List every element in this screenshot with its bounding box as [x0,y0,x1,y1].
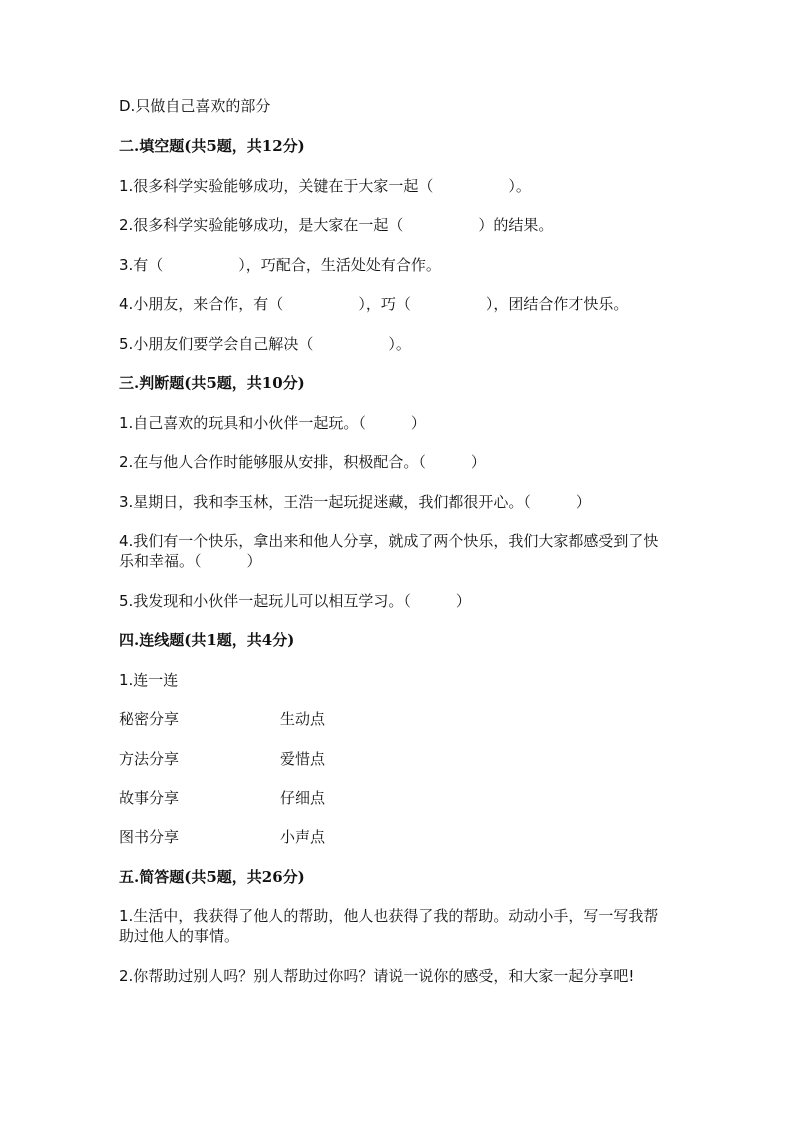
option-d: D.只做自己喜欢的部分 [119,97,271,115]
fill-blank-item-2: 2.很多科学实验能够成功，是大家在一起（ ）的结果。 [119,216,554,234]
match-right-4: 小声点 [280,828,326,846]
short-answer-item-1: 1.生活中，我获得了他人的帮助，他人也获得了我的帮助。动动小手，写一写我帮助过他人的事情。 [119,907,659,945]
match-left-3: 故事分享 [119,789,180,807]
judge-item-1: 1.自己喜欢的玩具和小伙伴一起玩。（ ） [119,414,426,432]
judge-item-3: 3.星期日，我和李玉林，王浩一起玩捉迷藏，我们都很开心。（ ） [119,493,591,511]
judge-item-5: 5.我发现和小伙伴一起玩儿可以相互学习。（ ） [119,592,471,610]
short-answer-heading: 五.简答题(共5题，共26分) [119,868,305,886]
short-answer-item-2: 2.你帮助过别人吗？别人帮助过你吗？请说一说你的感受，和大家一起分享吧! [119,967,635,985]
judge-heading: 三.判断题(共5题，共10分) [119,374,305,392]
match-right-3: 仔细点 [280,789,326,807]
judge-item-4: 4.我们有一个快乐，拿出来和他人分享，就成了两个快乐，我们大家都感受到了快乐和幸福。（ ） [119,532,659,570]
match-left-2: 方法分享 [119,750,180,768]
fill-blank-heading: 二.填空题(共5题，共12分) [119,137,305,155]
match-right-2: 爱惜点 [280,750,326,768]
match-left-1: 秘密分享 [119,710,180,728]
match-right-1: 生动点 [280,710,326,728]
match-left-4: 图书分享 [119,828,180,846]
fill-blank-item-3: 3.有（ ），巧配合，生活处处有合作。 [119,256,441,274]
judge-item-2: 2.在与他人合作时能够服从安排，积极配合。（ ） [119,453,486,471]
fill-blank-item-1: 1.很多科学实验能够成功，关键在于大家一起（ ）。 [119,177,531,195]
match-heading: 四.连线题(共1题，共4分) [119,631,295,649]
fill-blank-item-5: 5.小朋友们要学会自己解决（ ）。 [119,335,411,353]
fill-blank-item-4: 4.小朋友，来合作，有（ ），巧（ ），团结合作才快乐。 [119,295,629,313]
match-prompt: 1.连一连 [119,671,179,689]
